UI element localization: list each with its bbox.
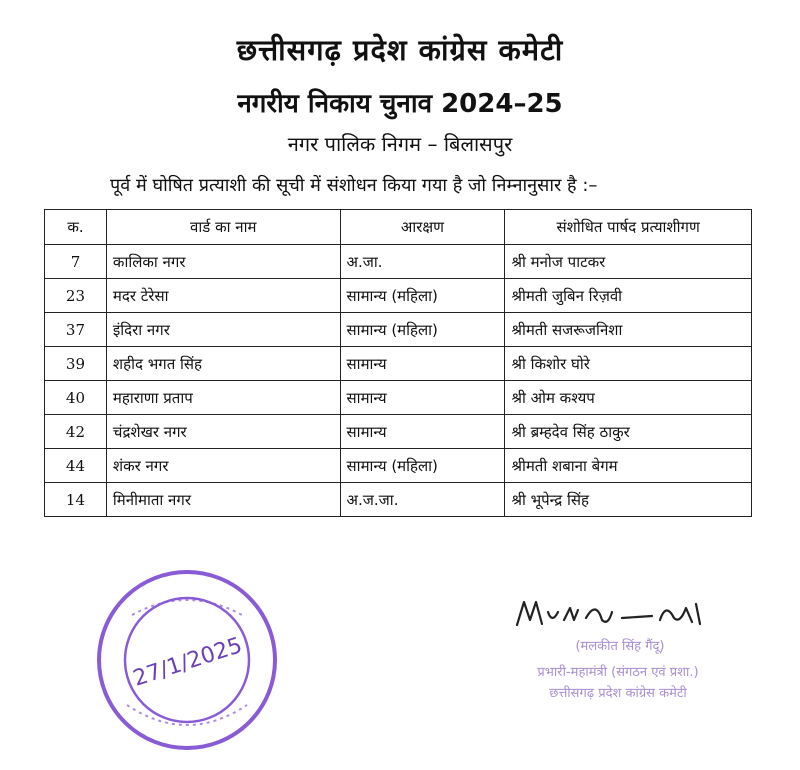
table-row [45,381,752,415]
reservation: सामान्य [340,347,505,381]
ward-name: मिनीमाता नगर [106,483,340,517]
ward-name: महाराणा प्रताप [106,381,340,415]
ward-name: मदर टेरेसा [106,279,340,313]
table-row [45,313,752,347]
ward-name: कालिका नगर [106,245,340,279]
official-stamp [92,565,282,755]
candidate-name: श्रीमती शबाना बेगम [505,449,752,483]
candidate-table [44,209,752,517]
ward-name: शहीद भगत सिंह [106,347,340,381]
signatory-title: प्रभारी-महामंत्री (संगठन एवं प्रशा.) [537,665,699,680]
signature [512,590,712,640]
ward-number: 14 [45,483,107,517]
table-row [45,279,752,313]
ward-name: शंकर नगर [106,449,340,483]
candidate-name: श्रीमती जुबिन रिज़वी [505,279,752,313]
table-header-row [45,210,752,245]
ward-number: 40 [45,381,107,415]
reservation: अ.ज.जा. [340,483,505,517]
header-serial: क. [45,210,107,245]
candidate-name: श्री ओम कश्यप [505,381,752,415]
ward-number: 37 [45,313,107,347]
table-row [45,245,752,279]
signature-stroke [517,602,700,625]
signatory-name: (मलकीत सिंह गैंदू) [575,639,665,654]
reservation: सामान्य [340,381,505,415]
ward-number: 44 [45,449,107,483]
ward-name: चंद्रशेखर नगर [106,415,340,449]
stamp-date: 27/1/2025 [130,633,246,692]
ward-number: 39 [45,347,107,381]
table-row [45,483,752,517]
intro-text: पूर्व में घोषित प्रत्याशी की सूची में संशोधन किया गया है जो निम्नानुसार है :– [110,175,598,196]
table-row [45,415,752,449]
reservation: सामान्य [340,415,505,449]
header-reservation: आरक्षण [340,210,505,245]
ward-name: इंदिरा नगर [106,313,340,347]
header-candidate: संशोधित पार्षद प्रत्याशीगण [505,210,752,245]
signatory-block [488,662,748,704]
reservation: सामान्य (महिला) [340,313,505,347]
signatory-org: छत्तीसगढ़ प्रदेश कांग्रेस कमेटी [549,686,687,701]
ward-number: 42 [45,415,107,449]
table-row [45,449,752,483]
reservation: सामान्य (महिला) [340,449,505,483]
reservation: सामान्य (महिला) [340,279,505,313]
candidate-name: श्री ब्रम्हदेव सिंह ठाकुर [505,415,752,449]
candidate-name: श्री मनोज पाटकर [505,245,752,279]
header-ward: वार्ड का नाम [106,210,340,245]
election-title: नगरीय निकाय चुनाव 2024–25 [237,89,563,119]
body-title: नगर पालिक निगम – बिलासपुर [287,132,513,156]
candidate-name: श्री भूपेन्द्र सिंह [505,483,752,517]
org-title: छत्तीसगढ़ प्रदेश कांग्रेस कमेटी [236,33,564,67]
ward-number: 23 [45,279,107,313]
candidate-name: श्रीमती सजरूजनिशा [505,313,752,347]
ward-number: 7 [45,245,107,279]
reservation: अ.जा. [340,245,505,279]
candidate-name: श्री किशोर घोरे [505,347,752,381]
table-row [45,347,752,381]
